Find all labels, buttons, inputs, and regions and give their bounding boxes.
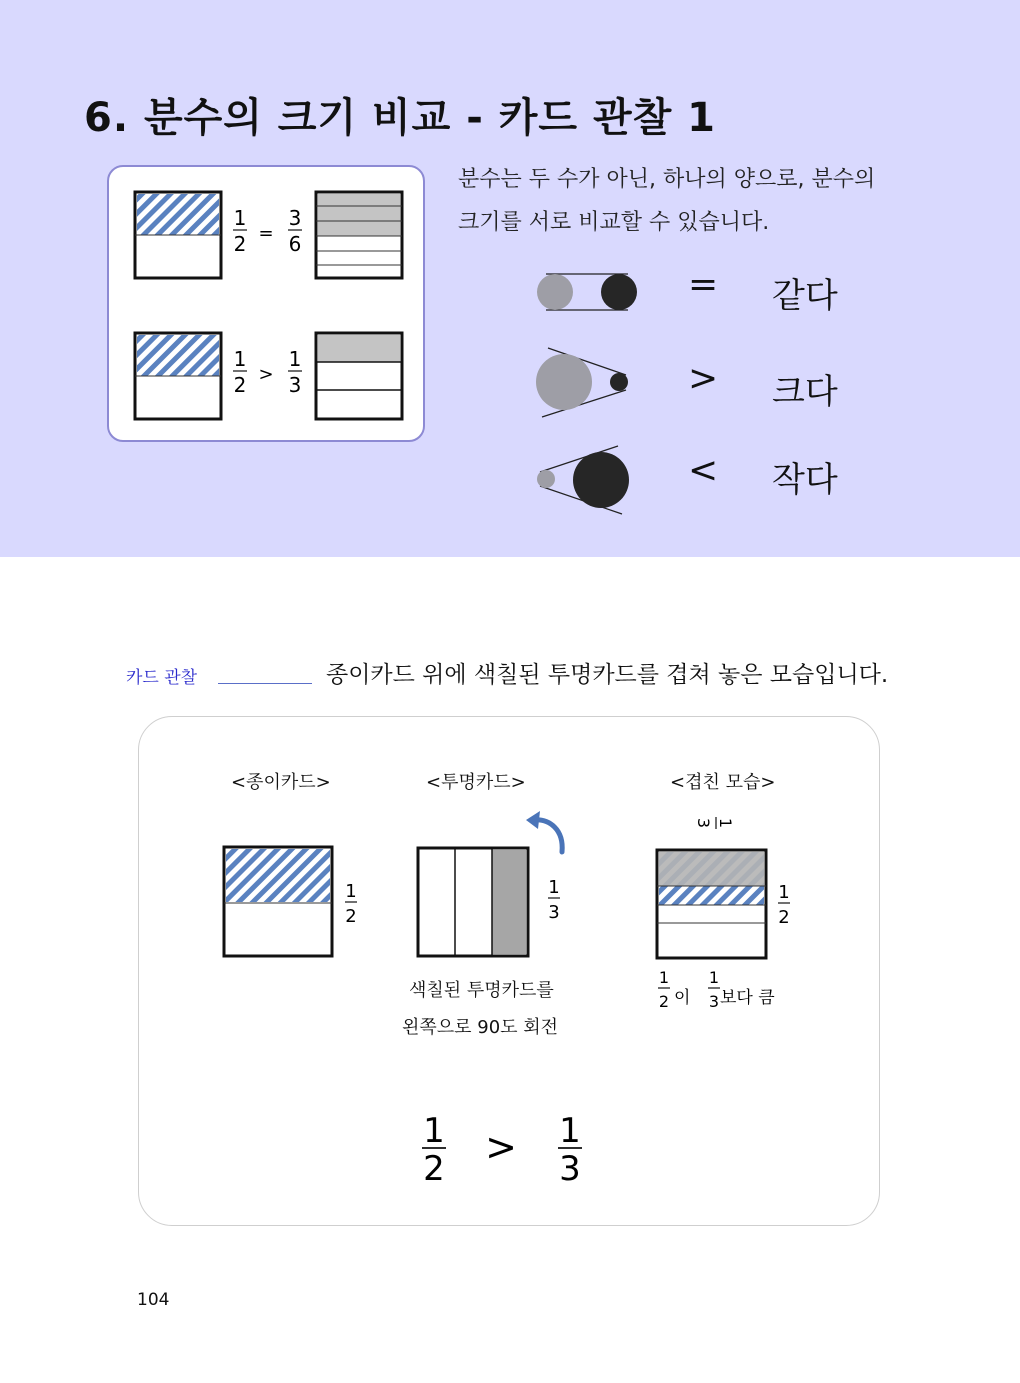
paper-card-heading: <종이카드> xyxy=(231,772,331,793)
intro-text-line2: 크기를 서로 비교할 수 있습니다. xyxy=(458,210,770,235)
caption-denominator: 3 xyxy=(708,992,720,1011)
example-illustration xyxy=(109,167,427,444)
half-card-hatched xyxy=(135,333,221,419)
half-card-hatched xyxy=(135,192,221,278)
svg-text:1: 1 xyxy=(716,817,735,829)
rotate-caption-line1: 색칠된 투명카드를 xyxy=(409,980,554,1001)
caption-word: 이 xyxy=(674,988,691,1008)
page-title: 6. 분수의 크기 비교 - 카드 관찰 1 xyxy=(84,95,716,141)
thirds-card xyxy=(316,333,402,419)
less-symbol: < xyxy=(688,450,719,491)
result-operator: > xyxy=(485,1125,517,1169)
greater-word: 크다 xyxy=(772,372,838,412)
caption-denominator: 2 xyxy=(658,992,670,1011)
clear-card xyxy=(418,848,528,956)
section-label: 카드 관찰 xyxy=(126,668,198,688)
overlap-card xyxy=(657,850,766,958)
equal-word: 같다 xyxy=(772,276,838,316)
intro-text-line1: 분수는 두 수가 아닌, 하나의 양으로, 분수의 xyxy=(458,167,876,192)
caption-word: 보다 큼 xyxy=(720,988,775,1008)
fraction-numerator: 1 xyxy=(233,347,247,371)
example-card xyxy=(107,165,425,442)
comparison-diagrams xyxy=(530,260,640,525)
equals-sign: = xyxy=(258,223,274,244)
caption-numerator: 1 xyxy=(708,968,720,987)
less-word: 작다 xyxy=(772,460,838,500)
clear-card-denominator: 3 xyxy=(548,902,560,923)
fraction-numerator: 3 xyxy=(288,206,302,230)
sixths-card xyxy=(316,192,402,278)
result-left-denominator: 2 xyxy=(423,1149,445,1189)
overlap-heading: <겹친 모습> xyxy=(670,772,776,793)
rotate-caption-line2: 왼쪽으로 90도 회전 xyxy=(402,1017,559,1038)
blank-line xyxy=(218,683,312,684)
result-left-numerator: 1 xyxy=(423,1111,445,1151)
rotate-arrowhead-icon xyxy=(526,811,540,829)
paper-card xyxy=(224,847,332,956)
page-number: 104 xyxy=(137,1290,170,1310)
less-circles-icon xyxy=(537,446,629,514)
fraction-numerator: 1 xyxy=(233,206,247,230)
overlap-denominator: 2 xyxy=(778,907,790,928)
fraction-denominator: 6 xyxy=(288,232,302,256)
equal-circles-icon xyxy=(537,274,637,310)
clear-card-numerator: 1 xyxy=(548,877,560,898)
result-right-denominator: 3 xyxy=(559,1149,581,1189)
fraction-numerator: 1 xyxy=(288,347,302,371)
caption-numerator: 1 xyxy=(658,968,670,987)
rotated-third-label xyxy=(694,817,735,829)
section-description: 종이카드 위에 색칠된 투명카드를 겹쳐 놓은 모습입니다. xyxy=(326,662,889,688)
greater-circles-icon xyxy=(536,348,628,417)
paper-card-numerator: 1 xyxy=(345,881,357,902)
greater-than-sign: > xyxy=(258,364,274,385)
fraction-denominator: 2 xyxy=(233,373,247,397)
svg-text:3: 3 xyxy=(694,817,713,829)
clear-card-heading: <투명카드> xyxy=(426,772,526,793)
fraction-denominator: 3 xyxy=(288,373,302,397)
greater-symbol: > xyxy=(688,358,719,399)
result-comparison xyxy=(400,1100,610,1190)
overlap-numerator: 1 xyxy=(778,882,790,903)
fraction-denominator: 2 xyxy=(233,232,247,256)
result-right-numerator: 1 xyxy=(559,1111,581,1151)
paper-card-denominator: 2 xyxy=(345,906,357,927)
equals-symbol: = xyxy=(688,264,719,305)
